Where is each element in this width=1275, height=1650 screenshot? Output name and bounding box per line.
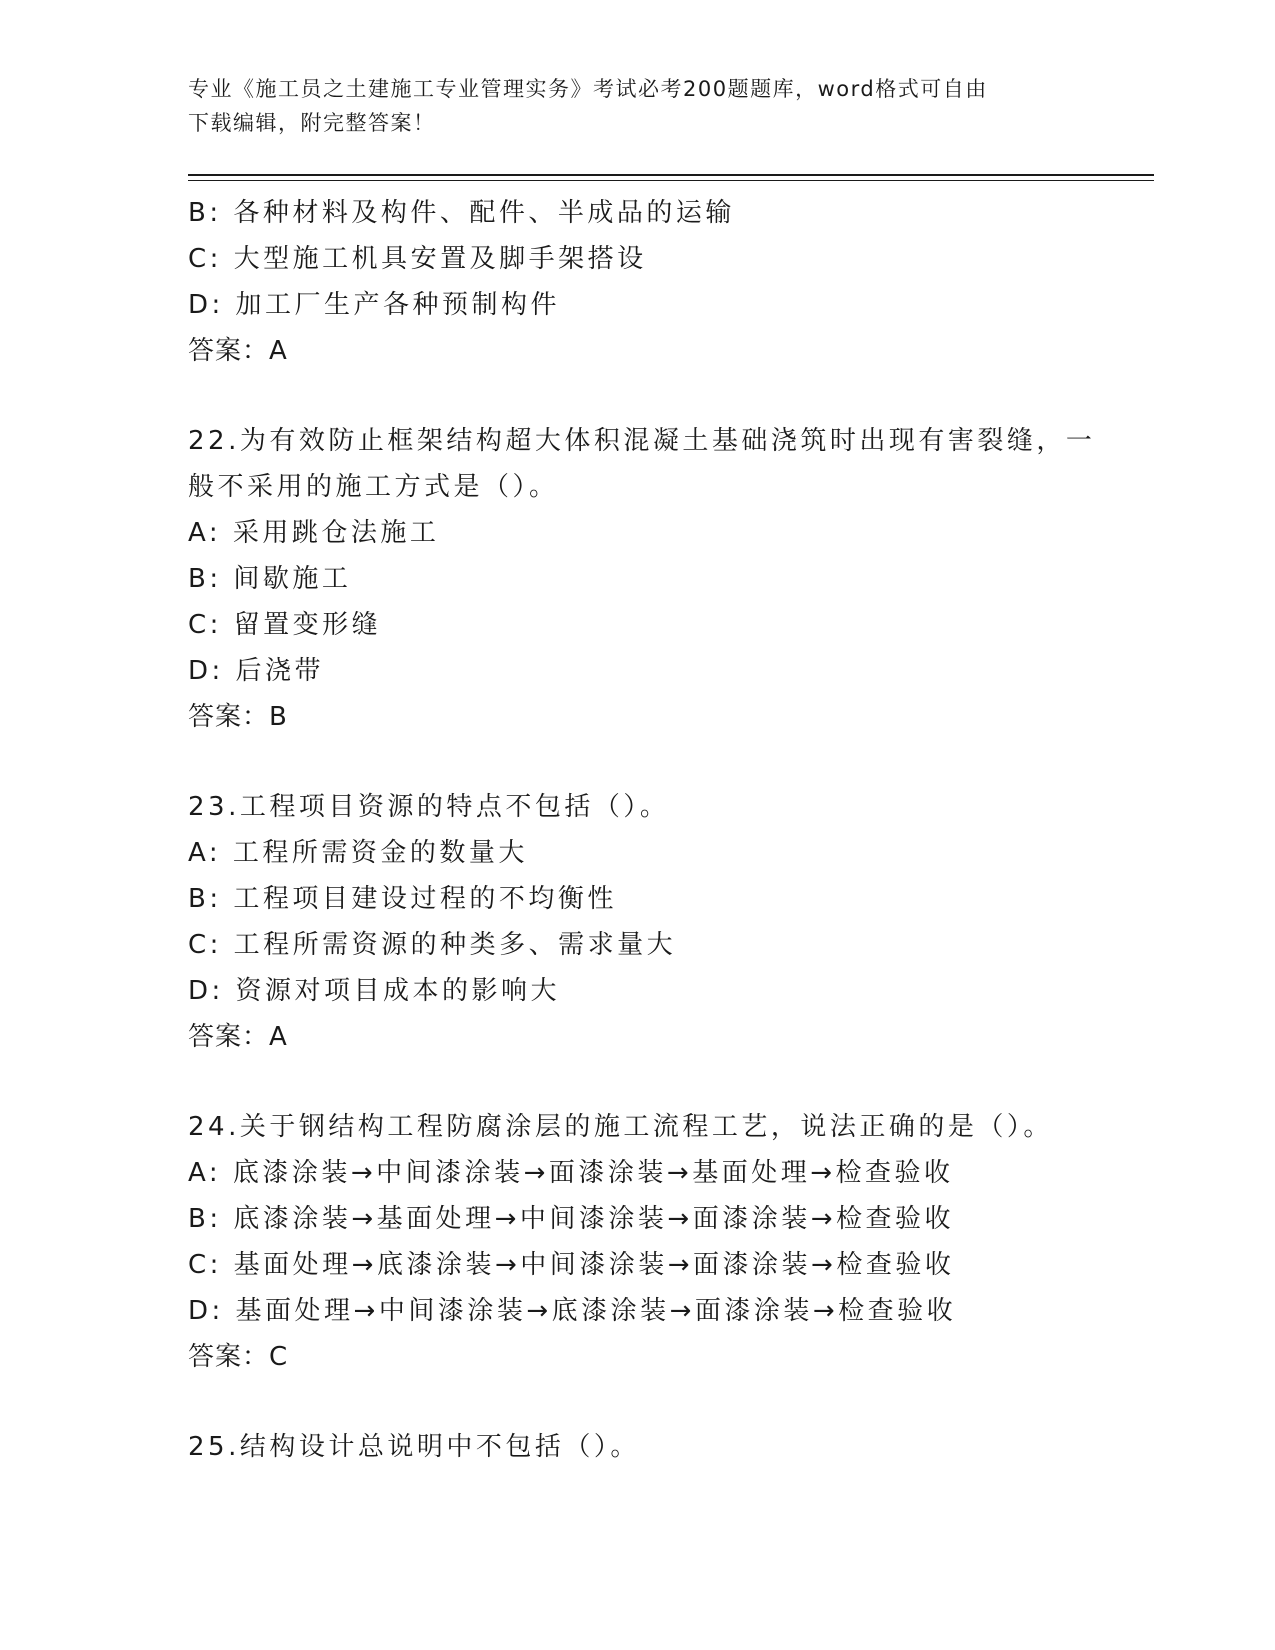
spacer — [188, 740, 1154, 784]
question-24 — [188, 1104, 1154, 1380]
option-d: D: 加工厂生产各种预制构件 — [188, 290, 561, 320]
option-d: D: 后浇带 — [188, 656, 325, 686]
spacer — [188, 374, 1154, 418]
header-divider-thin — [188, 180, 1154, 181]
question-23 — [188, 784, 1154, 1060]
option-b: B: 底漆涂装→基面处理→中间漆涂装→面漆涂装→检查验收 — [188, 1204, 955, 1234]
question-stem-line: 25.结构设计总说明中不包括（）。 — [188, 1432, 640, 1462]
question-25 — [188, 1424, 1154, 1470]
option-a: A: 底漆涂装→中间漆涂装→面漆涂装→基面处理→检查验收 — [188, 1158, 954, 1188]
option-b: B: 间歇施工 — [188, 564, 352, 594]
document-header — [188, 72, 1088, 140]
answer-line: 答案：A — [188, 1022, 288, 1052]
question-stem-line: 22.为有效防止框架结构超大体积混凝土基础浇筑时出现有害裂缝，一 — [188, 426, 1096, 456]
option-c: C: 基面处理→底漆涂装→中间漆涂装→面漆涂装→检查验收 — [188, 1250, 955, 1280]
option-c: C: 大型施工机具安置及脚手架搭设 — [188, 244, 647, 274]
question-list — [188, 190, 1154, 1470]
option-b: B: 各种材料及构件、配件、半成品的运输 — [188, 198, 735, 228]
option-c: C: 留置变形缝 — [188, 610, 382, 640]
spacer — [188, 1380, 1154, 1424]
answer-line: 答案：C — [188, 1342, 289, 1372]
question-22 — [188, 418, 1154, 740]
header-line-2: 下载编辑，附完整答案！ — [188, 111, 436, 135]
option-a: A: 采用跳仓法施工 — [188, 518, 440, 548]
header-divider-thick — [188, 174, 1154, 176]
answer-line: 答案：A — [188, 336, 288, 366]
option-d: D: 基面处理→中间漆涂装→底漆涂装→面漆涂装→检查验收 — [188, 1296, 957, 1326]
option-d: D: 资源对项目成本的影响大 — [188, 976, 561, 1006]
option-a: A: 工程所需资金的数量大 — [188, 838, 528, 868]
option-c: C: 工程所需资源的种类多、需求量大 — [188, 930, 677, 960]
question-stem-line: 般不采用的施工方式是（）。 — [188, 472, 559, 502]
question-stem-line: 23.工程项目资源的特点不包括（）。 — [188, 792, 670, 822]
header-line-1: 专业《施工员之土建施工专业管理实务》考试必考200题题库，word格式可自由 — [188, 77, 988, 101]
answer-line: 答案：B — [188, 702, 288, 732]
spacer — [188, 1060, 1154, 1104]
question-21-continued — [188, 190, 1154, 374]
option-b: B: 工程项目建设过程的不均衡性 — [188, 884, 617, 914]
question-stem-line: 24.关于钢结构工程防腐涂层的施工流程工艺，说法正确的是（）。 — [188, 1112, 1053, 1142]
